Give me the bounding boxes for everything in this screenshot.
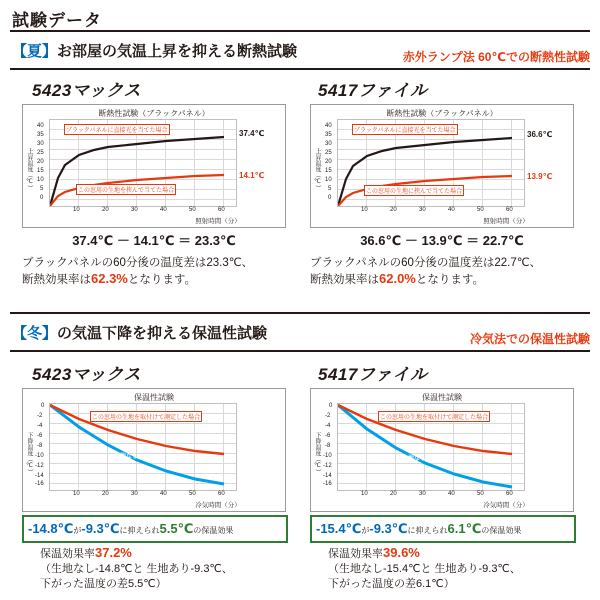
result-after: -9.3℃ (81, 521, 120, 536)
summer-subheading: 赤外ランプ法 60℃での断熱性試験 (402, 50, 590, 64)
plot-area (337, 119, 525, 207)
ytick: -16 (323, 481, 332, 487)
ytick: -10 (323, 453, 332, 459)
result-box-winter-right (310, 515, 576, 543)
chart-caption: 保温性試験 (422, 393, 462, 402)
para-line2-post: となります。 (415, 274, 484, 286)
ytick: 25 (37, 150, 44, 156)
ytick: 0 (328, 195, 332, 201)
end-label-black: 37.4℃ (239, 129, 265, 138)
chart-xlabel: 冷気時間（分） (195, 502, 241, 509)
divider-top (10, 30, 590, 32)
equation-summer-right (308, 230, 576, 249)
ytick: 15 (325, 168, 332, 174)
chart-ylabel: 下降温度（℃） (26, 431, 32, 475)
xtick: 50 (477, 491, 484, 497)
result-line (316, 521, 521, 537)
summer-heading (12, 40, 297, 61)
ytick: 10 (37, 177, 44, 183)
divider-winter-top (10, 312, 590, 314)
product-title-summer-right: 5417ファイル (318, 81, 428, 100)
ytick: 40 (37, 123, 44, 129)
product-title-summer-left: 5423マックス (32, 81, 141, 100)
series-inline-label: 生地なし (402, 456, 427, 462)
rate-value: 39.6% (383, 545, 420, 560)
chart-winter-left (22, 388, 286, 512)
equation-text: 37.4℃ － 14.1℃ ＝ 23.3℃ (72, 233, 236, 248)
series-note-orange: この窓用の生地を挟んで当てた場合 (76, 184, 176, 195)
ytick: 20 (37, 159, 44, 165)
equation-text: 36.6℃ － 13.9℃ ＝ 22.7℃ (360, 233, 524, 248)
detail-line2: 下がった温度の差6.1℃） (328, 578, 455, 590)
ytick: 35 (37, 132, 44, 138)
ytick: 0 (329, 403, 333, 409)
ytick: 20 (325, 159, 332, 165)
summer-heading-rest: お部屋の気温上昇を抑える断熱試験 (57, 43, 298, 60)
ytick: 0 (41, 403, 45, 409)
series-note-black: ブラックパネルに直接光を当てた場合 (64, 124, 170, 135)
ytick: 40 (325, 123, 332, 129)
chart-caption: 断熱性試験（ブラックパネル） (386, 109, 498, 118)
chart-caption: 保温性試験 (134, 393, 174, 402)
xtick: 10 (361, 491, 368, 497)
paragraph-winter-left (40, 545, 302, 592)
xtick: 40 (160, 207, 167, 213)
xtick: 20 (390, 491, 397, 497)
xtick: 30 (419, 491, 426, 497)
result-effect: 6.1℃ (447, 521, 482, 536)
xtick: 50 (477, 207, 484, 213)
ytick: -12 (35, 463, 44, 469)
result-tail: に抑えられ (407, 526, 448, 535)
rate-pre: 保温効果率 (40, 548, 95, 560)
para-line1: ブラックパネルの60分後の温度差は23.3℃、 (22, 257, 254, 269)
product-title-winter-left: 5423マックス (32, 365, 141, 384)
result-box-winter-left (22, 515, 288, 543)
series-note-orange: この窓用の生地を取付けて測定した場合 (378, 411, 490, 422)
result-unit: の保温効果 (193, 526, 234, 535)
xtick: 50 (189, 491, 196, 497)
ytick: -4 (325, 423, 331, 429)
result-line (28, 521, 233, 537)
xtick: 40 (448, 491, 455, 497)
ytick: 15 (37, 168, 44, 174)
series-note-black: ブラックパネルに直接光を当てた場合 (352, 124, 458, 135)
xtick: 30 (419, 207, 426, 213)
xtick: 40 (448, 207, 455, 213)
xtick: 40 (160, 491, 167, 497)
xtick: 60 (218, 207, 225, 213)
result-mid: が (73, 526, 82, 535)
series-note-orange: この窓用の生地を取付けて測定した場合 (90, 411, 202, 422)
paragraph-summer-right (310, 255, 586, 288)
plot-area (49, 403, 237, 491)
chart-caption: 断熱性試験（ブラックパネル） (98, 109, 210, 118)
ytick: 35 (325, 132, 332, 138)
rate-pre: 保温効果率 (328, 548, 383, 560)
para-line2-post: となります。 (127, 274, 196, 286)
rate-value: 37.2% (95, 545, 132, 560)
xtick: 20 (102, 491, 109, 497)
para-line2-value: 62.0% (379, 271, 416, 286)
detail-line1: （生地なし-14.8℃と 生地あり-9.3℃、 (40, 563, 233, 575)
ytick: -4 (37, 423, 43, 429)
winter-heading (12, 322, 267, 343)
result-unit: の保温効果 (481, 526, 522, 535)
ytick: 25 (325, 150, 332, 156)
para-line2-pre: 断熱効果率は (310, 274, 379, 286)
xtick: 30 (131, 491, 138, 497)
result-effect: 5.5℃ (159, 521, 194, 536)
divider-summer (10, 68, 590, 70)
paragraph-winter-right (328, 545, 590, 592)
ytick: -6 (37, 433, 43, 439)
plot-area (337, 403, 525, 491)
winter-heading-bracket: 【冬】 (12, 325, 58, 342)
equation-summer-left (20, 230, 288, 249)
result-after: -9.3℃ (369, 521, 408, 536)
ytick: 30 (37, 141, 44, 147)
ytick: 10 (325, 177, 332, 183)
chart-xlabel: 照射時間（分） (195, 218, 241, 225)
para-line1: ブラックパネルの60分後の温度差は22.7℃、 (310, 257, 542, 269)
end-label-black: 36.6℃ (527, 130, 553, 139)
xtick: 60 (218, 491, 225, 497)
ytick: 5 (40, 186, 44, 192)
chart-summer-right (310, 104, 574, 228)
xtick: 60 (506, 207, 513, 213)
divider-winter (10, 350, 590, 352)
summer-heading-bracket: 【夏】 (12, 43, 58, 60)
ytick: 30 (325, 141, 332, 147)
xtick: 20 (390, 207, 397, 213)
ytick: -2 (37, 413, 43, 419)
xtick: 10 (73, 207, 80, 213)
result-mid: が (361, 526, 370, 535)
chart-ylabel: 上昇温度（℃） (314, 147, 320, 191)
result-before: -14.8℃ (28, 521, 74, 536)
ytick: -10 (35, 453, 44, 459)
chart-ylabel: 上昇温度（℃） (26, 147, 32, 191)
ytick: -14 (35, 473, 44, 479)
page-title: 試験データ (12, 11, 102, 30)
ytick: -2 (325, 413, 331, 419)
xtick: 60 (506, 491, 513, 497)
plot-area (49, 119, 237, 207)
para-line2-pre: 断熱効果率は (22, 274, 91, 286)
ytick: -14 (323, 473, 332, 479)
end-label-orange: 14.1℃ (239, 171, 265, 180)
detail-line1: （生地なし-15.4℃と 生地あり-9.3℃、 (328, 563, 521, 575)
xtick: 50 (189, 207, 196, 213)
xtick: 10 (361, 207, 368, 213)
chart-xlabel: 冷気時間（分） (483, 502, 529, 509)
winter-subheading: 冷気法での保温性試験 (469, 332, 590, 346)
chart-xlabel: 照射時間（分） (483, 218, 529, 225)
series-note-orange: この窓用の生地に挟んで当てた場合 (364, 185, 464, 196)
chart-winter-right (310, 388, 574, 512)
ytick: -8 (37, 443, 43, 449)
para-line2-value: 62.3% (91, 271, 128, 286)
result-tail: に抑えられ (119, 526, 160, 535)
xtick: 20 (102, 207, 109, 213)
ytick: -6 (325, 433, 331, 439)
xtick: 30 (131, 207, 138, 213)
end-label-orange: 13.9℃ (527, 172, 553, 181)
chart-ylabel: 下降温度（℃） (314, 431, 320, 475)
paragraph-summer-left (22, 255, 294, 288)
ytick: -12 (323, 463, 332, 469)
ytick: 5 (328, 186, 332, 192)
product-title-winter-right: 5417ファイル (318, 365, 428, 384)
detail-line2: 下がった温度の差5.5℃） (40, 578, 167, 590)
series-inline-label: 生地なし (114, 454, 139, 460)
ytick: -8 (325, 443, 331, 449)
xtick: 10 (73, 491, 80, 497)
ytick: 0 (40, 195, 44, 201)
chart-summer-left (22, 104, 286, 228)
winter-heading-rest: の気温下降を抑える保温性試験 (57, 325, 268, 342)
ytick: -16 (35, 481, 44, 487)
result-before: -15.4℃ (316, 521, 362, 536)
